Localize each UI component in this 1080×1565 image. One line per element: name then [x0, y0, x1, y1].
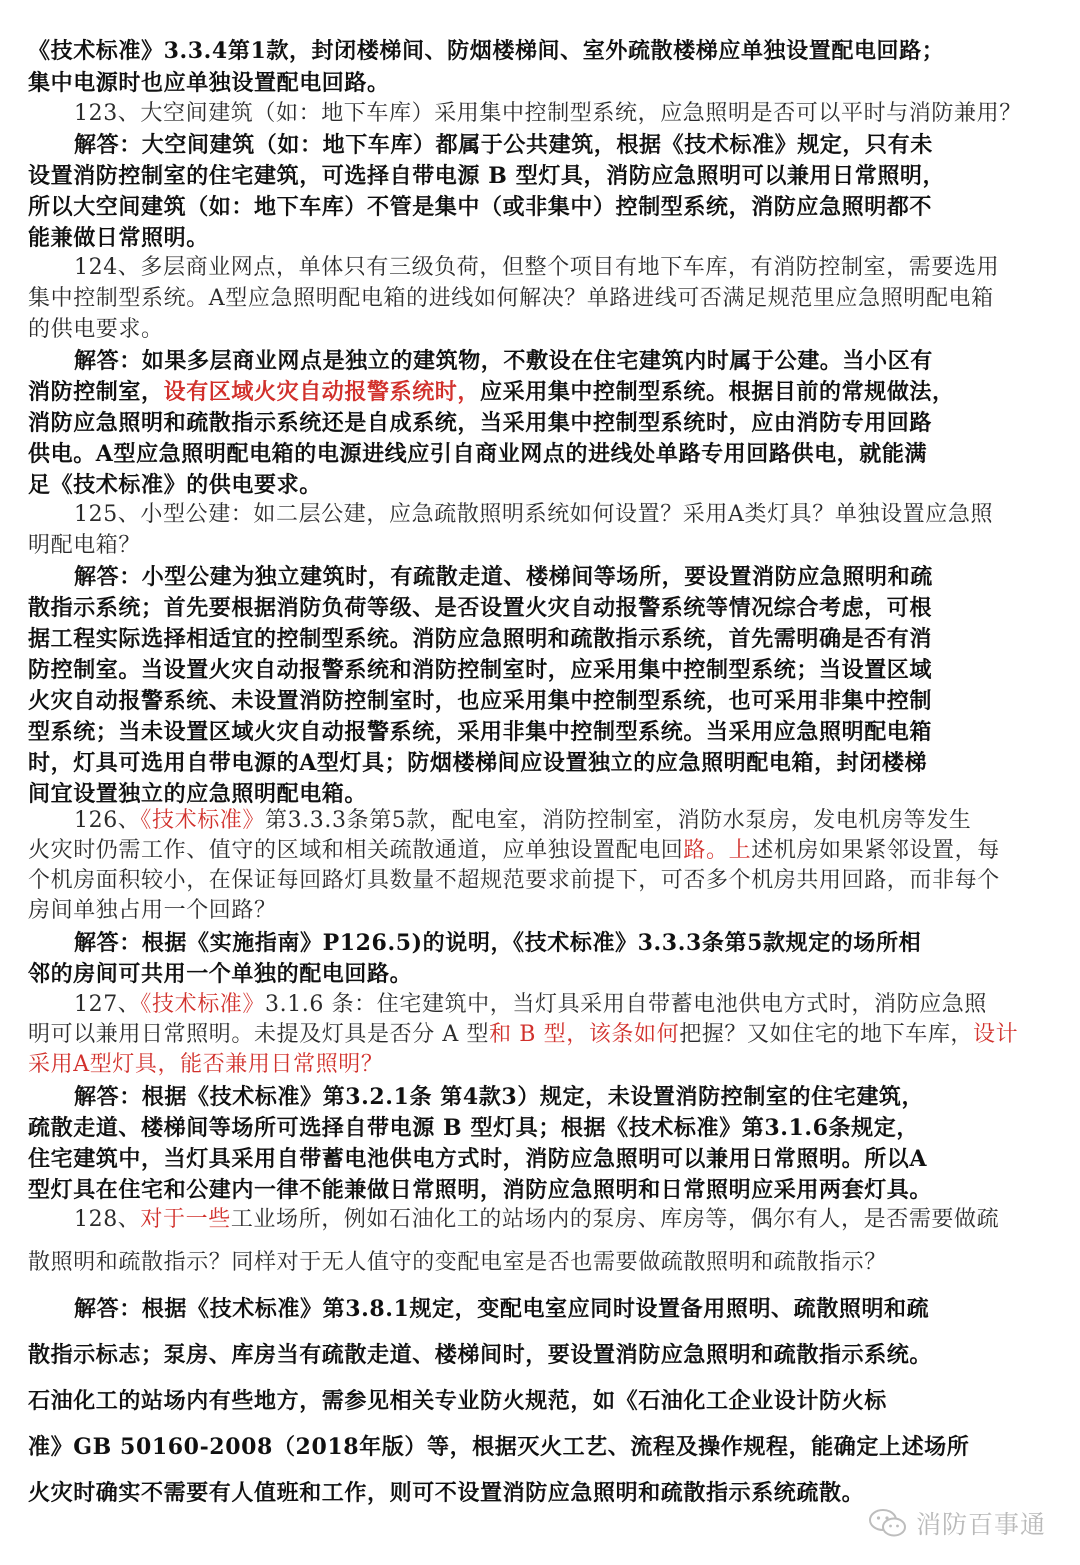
text-span: 126、 [74, 808, 141, 833]
answer-125-line: 型系统；当未设置区域火灾自动报警系统，采用非集中控制型系统。当采用应急照明配电箱 [28, 719, 933, 745]
text-span: 工业场所，例如石油化工的站场内的泵房、库房等，偶尔有人，是否需要做疏 [230, 1207, 1000, 1232]
answer-128-line: 火灾时确实不需要有人值班和工作，则可不设置消防应急照明和疏散指示系统疏散。 [28, 1480, 865, 1506]
highlight-span: 对于一些 [140, 1207, 231, 1232]
question-128-line: 散照明和疏散指示？同样对于无人值守的变配电室是否也需要做疏散照明和疏散指示？ [28, 1250, 887, 1275]
answer-127-line: 型灯具在住宅和公建内一律不能兼做日常照明，消防应急照明和日常照明应采用两套灯具。 [28, 1177, 933, 1203]
watermark-logo [868, 1503, 1068, 1543]
text-line: 集中电源时也应单独设置配电回路。 [28, 70, 390, 96]
text-span: 3.1.6 条：住宅建筑中，当灯具采用自带蓄电池供电方式时，消防应急照 [265, 992, 987, 1017]
answer-124-line [28, 377, 1058, 407]
answer-123-line: 能兼做日常照明。 [28, 225, 209, 251]
question-124-line: 的供电要求。 [28, 317, 164, 342]
text-span: 把握？又如住宅的地下车库， [679, 1022, 974, 1047]
question-127-line [28, 1020, 1058, 1050]
question-127 [74, 990, 1064, 1020]
answer-125: 解答：小型公建为独立建筑时，有疏散走道、楼梯间等场所，要设置消防应急照明和疏 [74, 564, 933, 590]
answer-125-line: 间宜设置独立的应急照明配电箱。 [28, 781, 368, 807]
answer-123-line: 设置消防控制室的住宅建筑，可选择自带电源 B 型灯具，消防应急照明可以兼用日常照明， [28, 163, 946, 189]
answer-123: 解答：大空间建筑（如：地下车库）都属于公共建筑，根据《技术标准》规定，只有未 [74, 132, 933, 158]
answer-125-line: 火灾自动报警系统、未设置消防控制室时，也应采用集中控制型系统，也可采用非集中控制 [28, 688, 933, 714]
highlight-span: 《技术标准》 [140, 808, 266, 833]
text-span: 127、 [74, 992, 141, 1017]
highlight-span: 设计 [973, 1022, 1019, 1047]
question-124-line: 集中控制型系统。A型应急照明配电箱的进线如何解决？单路进线可否满足规范里应急照明配电箱 [28, 286, 994, 311]
text-span: 明可以兼用日常照明。未提及灯具是否分 A 型 [28, 1022, 490, 1047]
highlight-span: 《技术标准》 [140, 992, 266, 1017]
answer-126: 解答：根据《实施指南》P126.5)的说明，《技术标准》3.3.3条第5款规定的场所相 [74, 930, 922, 956]
text-span: 128、 [74, 1207, 141, 1232]
answer-128-line: 散指示标志；泵房、库房当有疏散走道、楼梯间时，要设置消防应急照明和疏散指示系统。 [28, 1342, 933, 1368]
answer-125-line: 据工程实际选择相适宜的控制型系统。消防应急照明和疏散指示系统，首先需明确是否有消 [28, 626, 933, 652]
answer-127: 解答：根据《技术标准》第3.2.1条 第4款3）规定，未设置消防控制室的住宅建筑， [74, 1084, 925, 1110]
answer-128: 解答：根据《技术标准》第3.8.1规定，变配电室应同时设置备用照明、疏散照明和疏 [74, 1296, 930, 1322]
question-126-line [28, 836, 1058, 866]
answer-125-line: 散指示系统；首先要根据消防负荷等级、是否设置火灾自动报警系统等情况综合考虑，可根 [28, 595, 933, 621]
question-125-line: 明配电箱？ [28, 533, 142, 558]
text-line: 《技术标准》3.3.4第1款，封闭楼梯间、防烟楼梯间、室外疏散楼梯应单独设置配电回路； [28, 38, 945, 64]
text-span: 述机房如果紧邻设置，每 [751, 838, 1000, 863]
question-124: 124、多层商业网点，单体只有三级负荷，但整个项目有地下车库，有消防控制室，需要选用 [74, 255, 1000, 280]
text-span: 应采用集中控制型系统。根据目前的常规做法， [480, 379, 955, 405]
wechat-icon [868, 1507, 908, 1539]
question-128 [74, 1205, 1064, 1235]
question-125: 125、小型公建：如二层公建，应急疏散照明系统如何设置？采用A类灯具？单独设置应急照 [74, 502, 994, 527]
answer-127-line: 住宅建筑中，当灯具采用自带蓄电池供电方式时，消防应急照明可以兼用日常照明。所以A [28, 1146, 928, 1172]
question-126-line: 房间单独占用一个回路？ [28, 898, 277, 923]
text-span: 火灾时仍需工作、值守的区域和相关疏散通道，应单独设置配电回 [28, 838, 684, 863]
answer-124-line: 消防应急照明和疏散指示系统还是自成系统，当采用集中控制型系统时，应由消防专用回路 [28, 410, 933, 436]
answer-125-line: 时，灯具可选用自带电源的A型灯具；防烟楼梯间应设置独立的应急照明配电箱，封闭楼梯 [28, 750, 928, 776]
question-127-line: 采用A型灯具，能否兼用日常照明？ [28, 1052, 384, 1077]
answer-124-line: 供电。A型应急照明配电箱的电源进线应引自商业网点的进线处单路专用回路供电，就能满 [28, 441, 928, 467]
question-126-line: 个机房面积较小，在保证每回路灯具数量不超规范要求前提下，可否多个机房共用回路，而非每个 [28, 868, 1000, 893]
watermark-brand: 消防百事通 [916, 1510, 1047, 1539]
answer-124-line: 足《技术标准》的供电要求。 [28, 472, 322, 498]
text-span: 第3.3.3条第5款，配电室，消防控制室，消防水泵房，发电机房等发生 [265, 808, 972, 833]
question-123: 123、大空间建筑（如：地下车库）采用集中控制型系统，应急照明是否可以平时与消防兼用？ [74, 101, 1022, 126]
highlight-span: 和 B 型，该条如何 [489, 1022, 680, 1047]
answer-128-line: 石油化工的站场内有些地方，需参见相关专业防火规范，如《石油化工企业设计防火标 [28, 1388, 887, 1414]
question-126 [74, 806, 1064, 836]
answer-123-line: 所以大空间建筑（如：地下车库）不管是集中（或非集中）控制型系统，消防应急照明都不 [28, 194, 933, 220]
highlight-span: 设有区域火灾自动报警系统时， [163, 379, 481, 405]
answer-125-line: 防控制室。当设置火灾自动报警系统和消防控制室时，应采用集中控制型系统；当设置区域 [28, 657, 933, 683]
answer-126-line: 邻的房间可共用一个单独的配电回路。 [28, 961, 413, 987]
text-span: 消防控制室， [28, 379, 164, 405]
answer-124: 解答：如果多层商业网点是独立的建筑物，不敷设在住宅建筑内时属于公建。当小区有 [74, 348, 933, 374]
answer-127-line: 疏散走道、楼梯间等场所可选择自带电源 B 型灯具；根据《技术标准》第3.1.6条规定， [28, 1115, 919, 1141]
highlight-span: 路。上 [683, 838, 752, 863]
answer-128-line: 准》GB 50160-2008（2018年版）等，根据灭火工艺、流程及操作规程，能确定上述场所 [28, 1434, 970, 1460]
